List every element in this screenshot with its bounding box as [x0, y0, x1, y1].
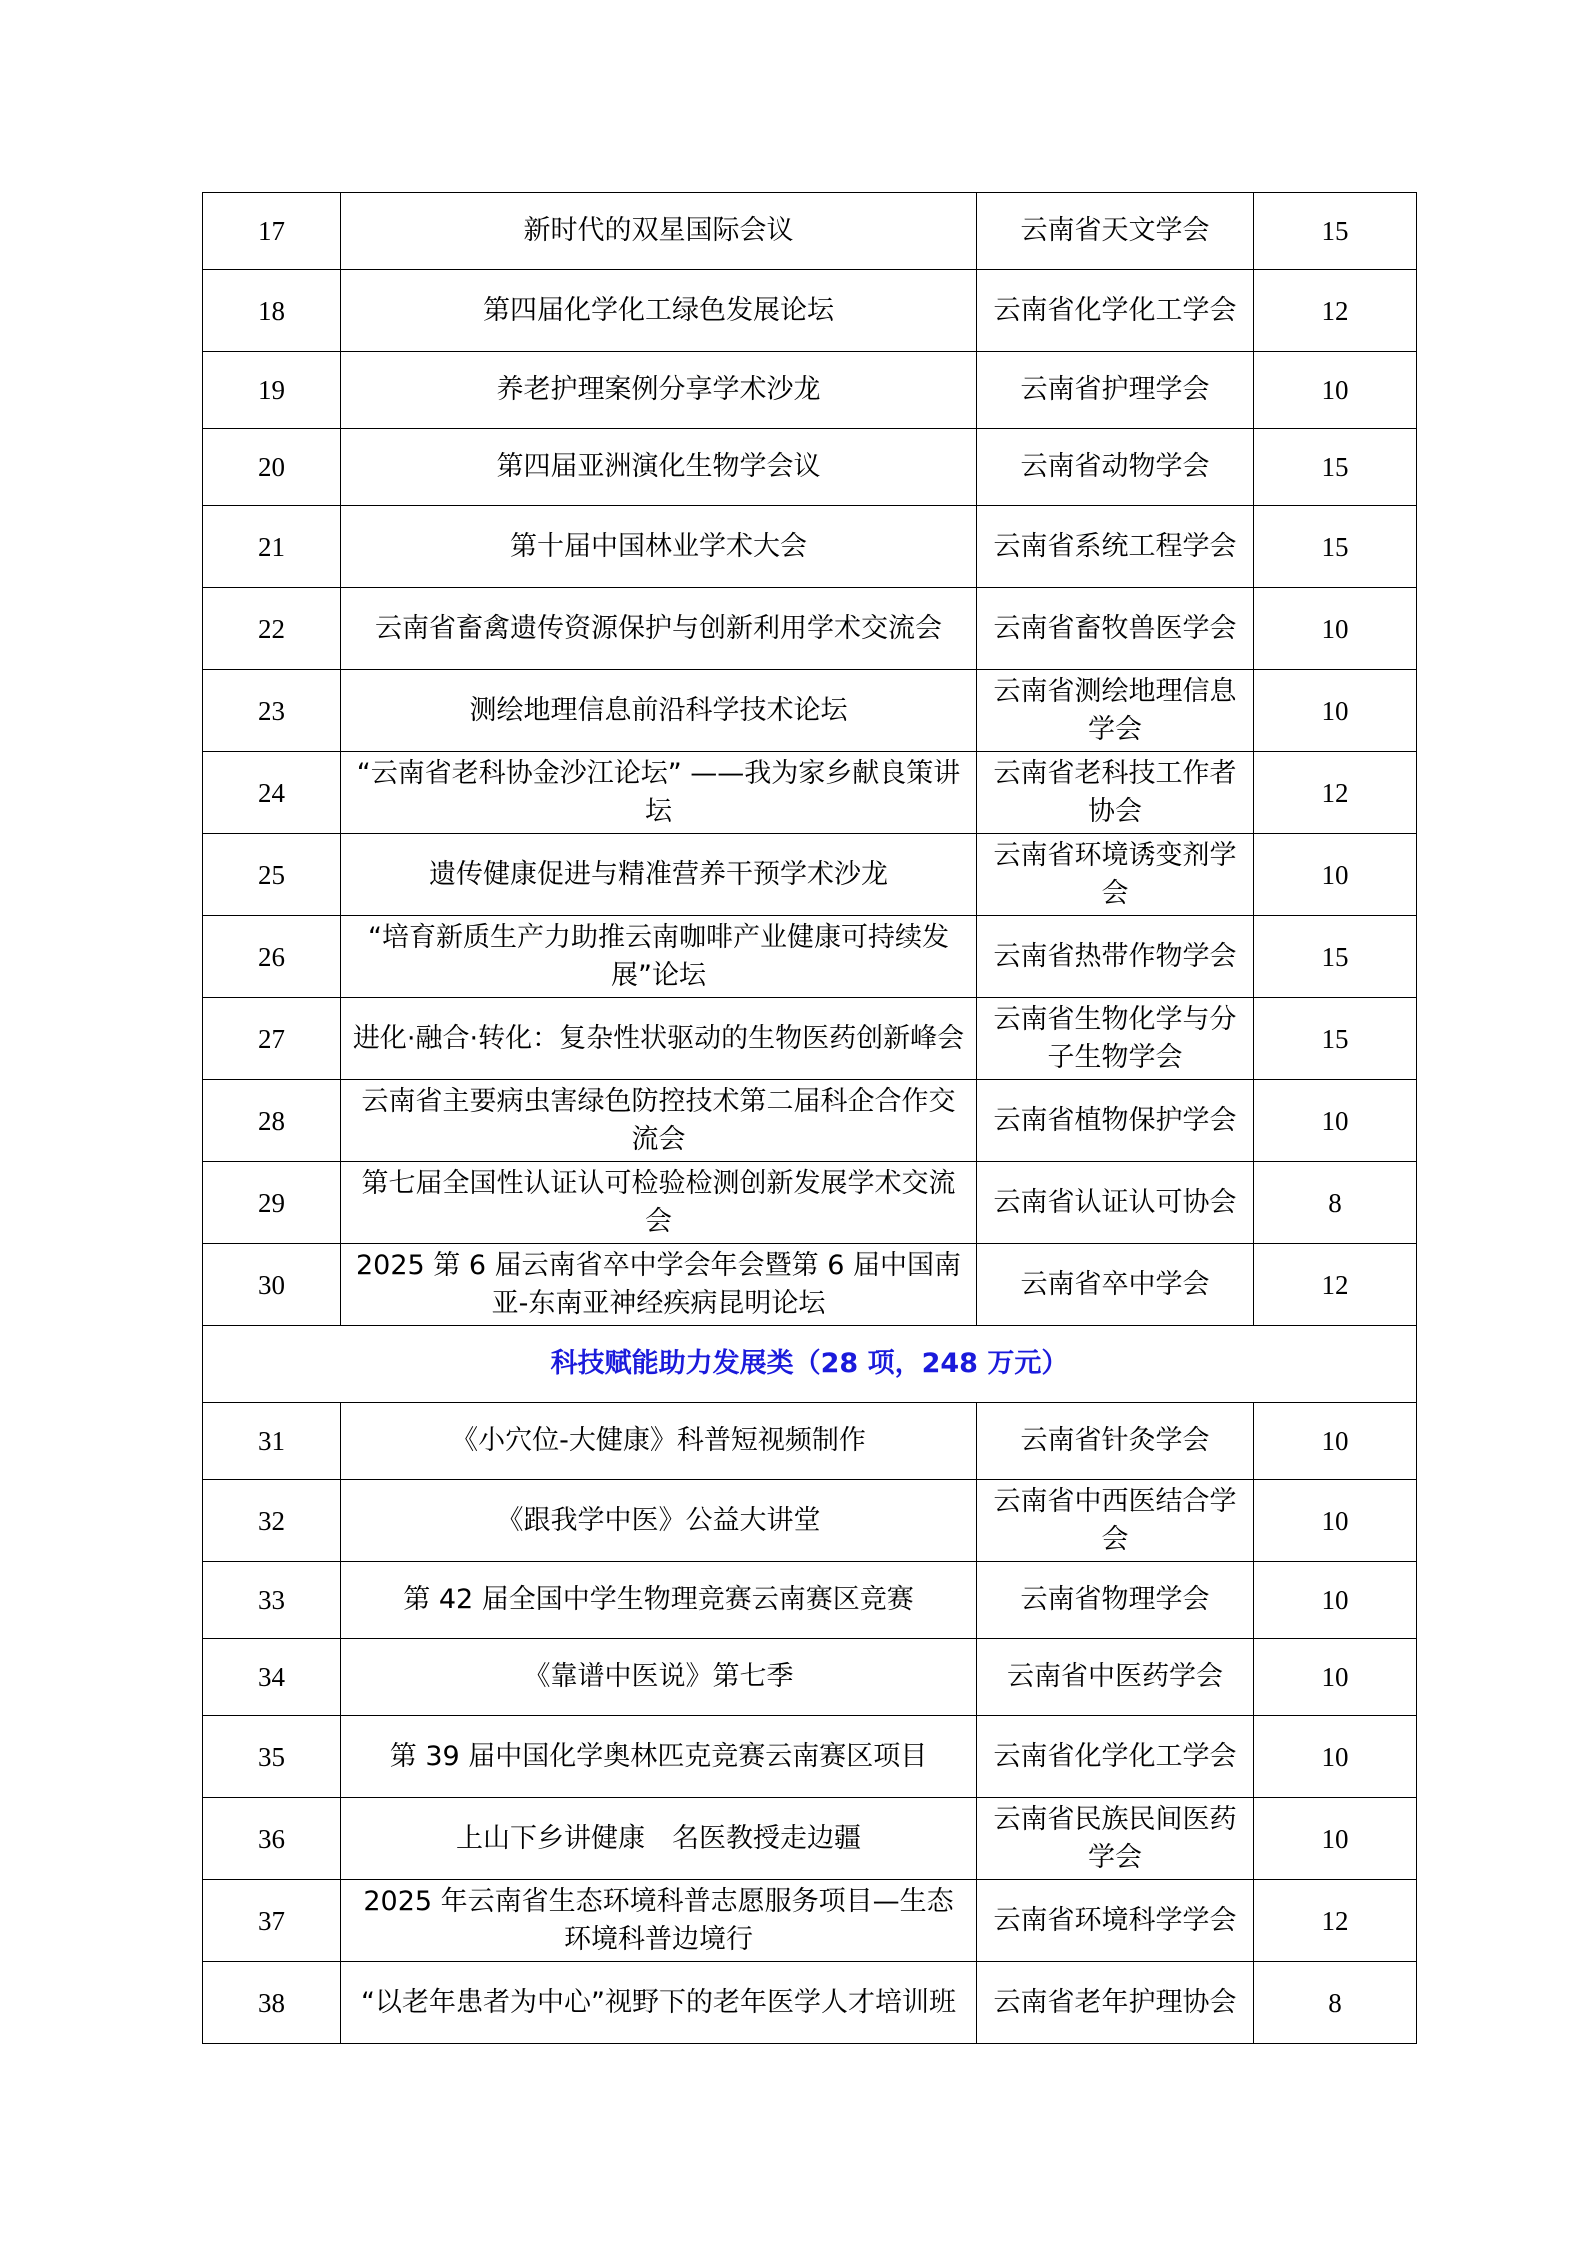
- organization: 云南省卒中学会: [977, 1244, 1254, 1326]
- table-row: [203, 1403, 1417, 1480]
- table-row: [203, 670, 1417, 752]
- project-name: 《小穴位-大健康》科普短视频制作: [341, 1403, 977, 1480]
- row-number: 21: [203, 506, 341, 588]
- organization: 云南省环境科学学会: [977, 1880, 1254, 1962]
- amount: 12: [1254, 270, 1417, 352]
- organization: 云南省老科技工作者协会: [977, 752, 1254, 834]
- project-name: 养老护理案例分享学术沙龙: [341, 352, 977, 429]
- organization: 云南省天文学会: [977, 193, 1254, 270]
- amount: 8: [1254, 1162, 1417, 1244]
- organization: 云南省环境诱变剂学会: [977, 834, 1254, 916]
- amount: 12: [1254, 1880, 1417, 1962]
- row-number: 36: [203, 1798, 341, 1880]
- table-row: [203, 1716, 1417, 1798]
- organization: 云南省畜牧兽医学会: [977, 588, 1254, 670]
- row-number: 35: [203, 1716, 341, 1798]
- organization: 云南省中西医结合学会: [977, 1480, 1254, 1562]
- table-row: [203, 1162, 1417, 1244]
- project-name: 测绘地理信息前沿科学技术论坛: [341, 670, 977, 752]
- project-name: 第七届全国性认证认可检验检测创新发展学术交流会: [341, 1162, 977, 1244]
- row-number: 22: [203, 588, 341, 670]
- organization: 云南省物理学会: [977, 1562, 1254, 1639]
- organization: 云南省化学化工学会: [977, 270, 1254, 352]
- table-row: [203, 1962, 1417, 2044]
- section-header-row: [203, 1326, 1417, 1403]
- row-number: 30: [203, 1244, 341, 1326]
- table-row: [203, 506, 1417, 588]
- table-row: [203, 1244, 1417, 1326]
- amount: 10: [1254, 1480, 1417, 1562]
- table-row: [203, 1480, 1417, 1562]
- amount: 15: [1254, 916, 1417, 998]
- amount: 10: [1254, 1639, 1417, 1716]
- row-number: 33: [203, 1562, 341, 1639]
- amount: 12: [1254, 752, 1417, 834]
- row-number: 19: [203, 352, 341, 429]
- project-name: 2025 第 6 届云南省卒中学会年会暨第 6 届中国南亚-东南亚神经疾病昆明论坛: [341, 1244, 977, 1326]
- row-number: 34: [203, 1639, 341, 1716]
- table-row: [203, 193, 1417, 270]
- organization: 云南省生物化学与分子生物学会: [977, 998, 1254, 1080]
- row-number: 38: [203, 1962, 341, 2044]
- project-name: 云南省主要病虫害绿色防控技术第二届科企合作交流会: [341, 1080, 977, 1162]
- table-row: [203, 1880, 1417, 1962]
- row-number: 37: [203, 1880, 341, 1962]
- row-number: 27: [203, 998, 341, 1080]
- project-name: 《跟我学中医》公益大讲堂: [341, 1480, 977, 1562]
- table-row: [203, 1562, 1417, 1639]
- amount: 15: [1254, 506, 1417, 588]
- table-row: [203, 588, 1417, 670]
- project-name: 上山下乡讲健康 名医教授走边疆: [341, 1798, 977, 1880]
- project-name: 新时代的双星国际会议: [341, 193, 977, 270]
- row-number: 23: [203, 670, 341, 752]
- project-name: 《靠谱中医说》第七季: [341, 1639, 977, 1716]
- project-name: 第四届化学化工绿色发展论坛: [341, 270, 977, 352]
- table-row: [203, 352, 1417, 429]
- amount: 10: [1254, 834, 1417, 916]
- organization: 云南省民族民间医药学会: [977, 1798, 1254, 1880]
- row-number: 31: [203, 1403, 341, 1480]
- table-row: [203, 429, 1417, 506]
- amount: 10: [1254, 352, 1417, 429]
- table-row: [203, 1798, 1417, 1880]
- row-number: 20: [203, 429, 341, 506]
- amount: 15: [1254, 429, 1417, 506]
- row-number: 17: [203, 193, 341, 270]
- project-name: 进化·融合·转化：复杂性状驱动的生物医药创新峰会: [341, 998, 977, 1080]
- organization: 云南省动物学会: [977, 429, 1254, 506]
- row-number: 28: [203, 1080, 341, 1162]
- organization: 云南省植物保护学会: [977, 1080, 1254, 1162]
- organization: 云南省中医药学会: [977, 1639, 1254, 1716]
- row-number: 26: [203, 916, 341, 998]
- amount: 12: [1254, 1244, 1417, 1326]
- amount: 15: [1254, 193, 1417, 270]
- table-row: [203, 998, 1417, 1080]
- table-row: [203, 834, 1417, 916]
- row-number: 32: [203, 1480, 341, 1562]
- table-row: [203, 1080, 1417, 1162]
- organization: 云南省测绘地理信息学会: [977, 670, 1254, 752]
- project-name: 遗传健康促进与精准营养干预学术沙龙: [341, 834, 977, 916]
- organization: 云南省化学化工学会: [977, 1716, 1254, 1798]
- project-name: “培育新质生产力助推云南咖啡产业健康可持续发展”论坛: [341, 916, 977, 998]
- project-name: “以老年患者为中心”视野下的老年医学人才培训班: [341, 1962, 977, 2044]
- amount: 10: [1254, 1716, 1417, 1798]
- amount: 10: [1254, 588, 1417, 670]
- table-row: [203, 752, 1417, 834]
- project-name: 云南省畜禽遗传资源保护与创新利用学术交流会: [341, 588, 977, 670]
- organization: 云南省热带作物学会: [977, 916, 1254, 998]
- table-row: [203, 916, 1417, 998]
- amount: 8: [1254, 1962, 1417, 2044]
- amount: 10: [1254, 670, 1417, 752]
- section-title: 科技赋能助力发展类（28 项，248 万元）: [203, 1326, 1417, 1403]
- project-name: 第 42 届全国中学生物理竞赛云南赛区竞赛: [341, 1562, 977, 1639]
- row-number: 25: [203, 834, 341, 916]
- amount: 10: [1254, 1562, 1417, 1639]
- amount: 10: [1254, 1403, 1417, 1480]
- table-row: [203, 1639, 1417, 1716]
- organization: 云南省老年护理协会: [977, 1962, 1254, 2044]
- amount: 10: [1254, 1798, 1417, 1880]
- project-name: “云南省老科协金沙江论坛” ——我为家乡献良策讲坛: [341, 752, 977, 834]
- project-name: 第 39 届中国化学奥林匹克竞赛云南赛区项目: [341, 1716, 977, 1798]
- amount: 15: [1254, 998, 1417, 1080]
- organization: 云南省系统工程学会: [977, 506, 1254, 588]
- project-table: [202, 192, 1417, 2044]
- row-number: 29: [203, 1162, 341, 1244]
- row-number: 24: [203, 752, 341, 834]
- amount: 10: [1254, 1080, 1417, 1162]
- project-name: 第四届亚洲演化生物学会议: [341, 429, 977, 506]
- organization: 云南省护理学会: [977, 352, 1254, 429]
- table-row: [203, 270, 1417, 352]
- organization: 云南省认证认可协会: [977, 1162, 1254, 1244]
- project-name: 2025 年云南省生态环境科普志愿服务项目—生态环境科普边境行: [341, 1880, 977, 1962]
- row-number: 18: [203, 270, 341, 352]
- project-name: 第十届中国林业学术大会: [341, 506, 977, 588]
- organization: 云南省针灸学会: [977, 1403, 1254, 1480]
